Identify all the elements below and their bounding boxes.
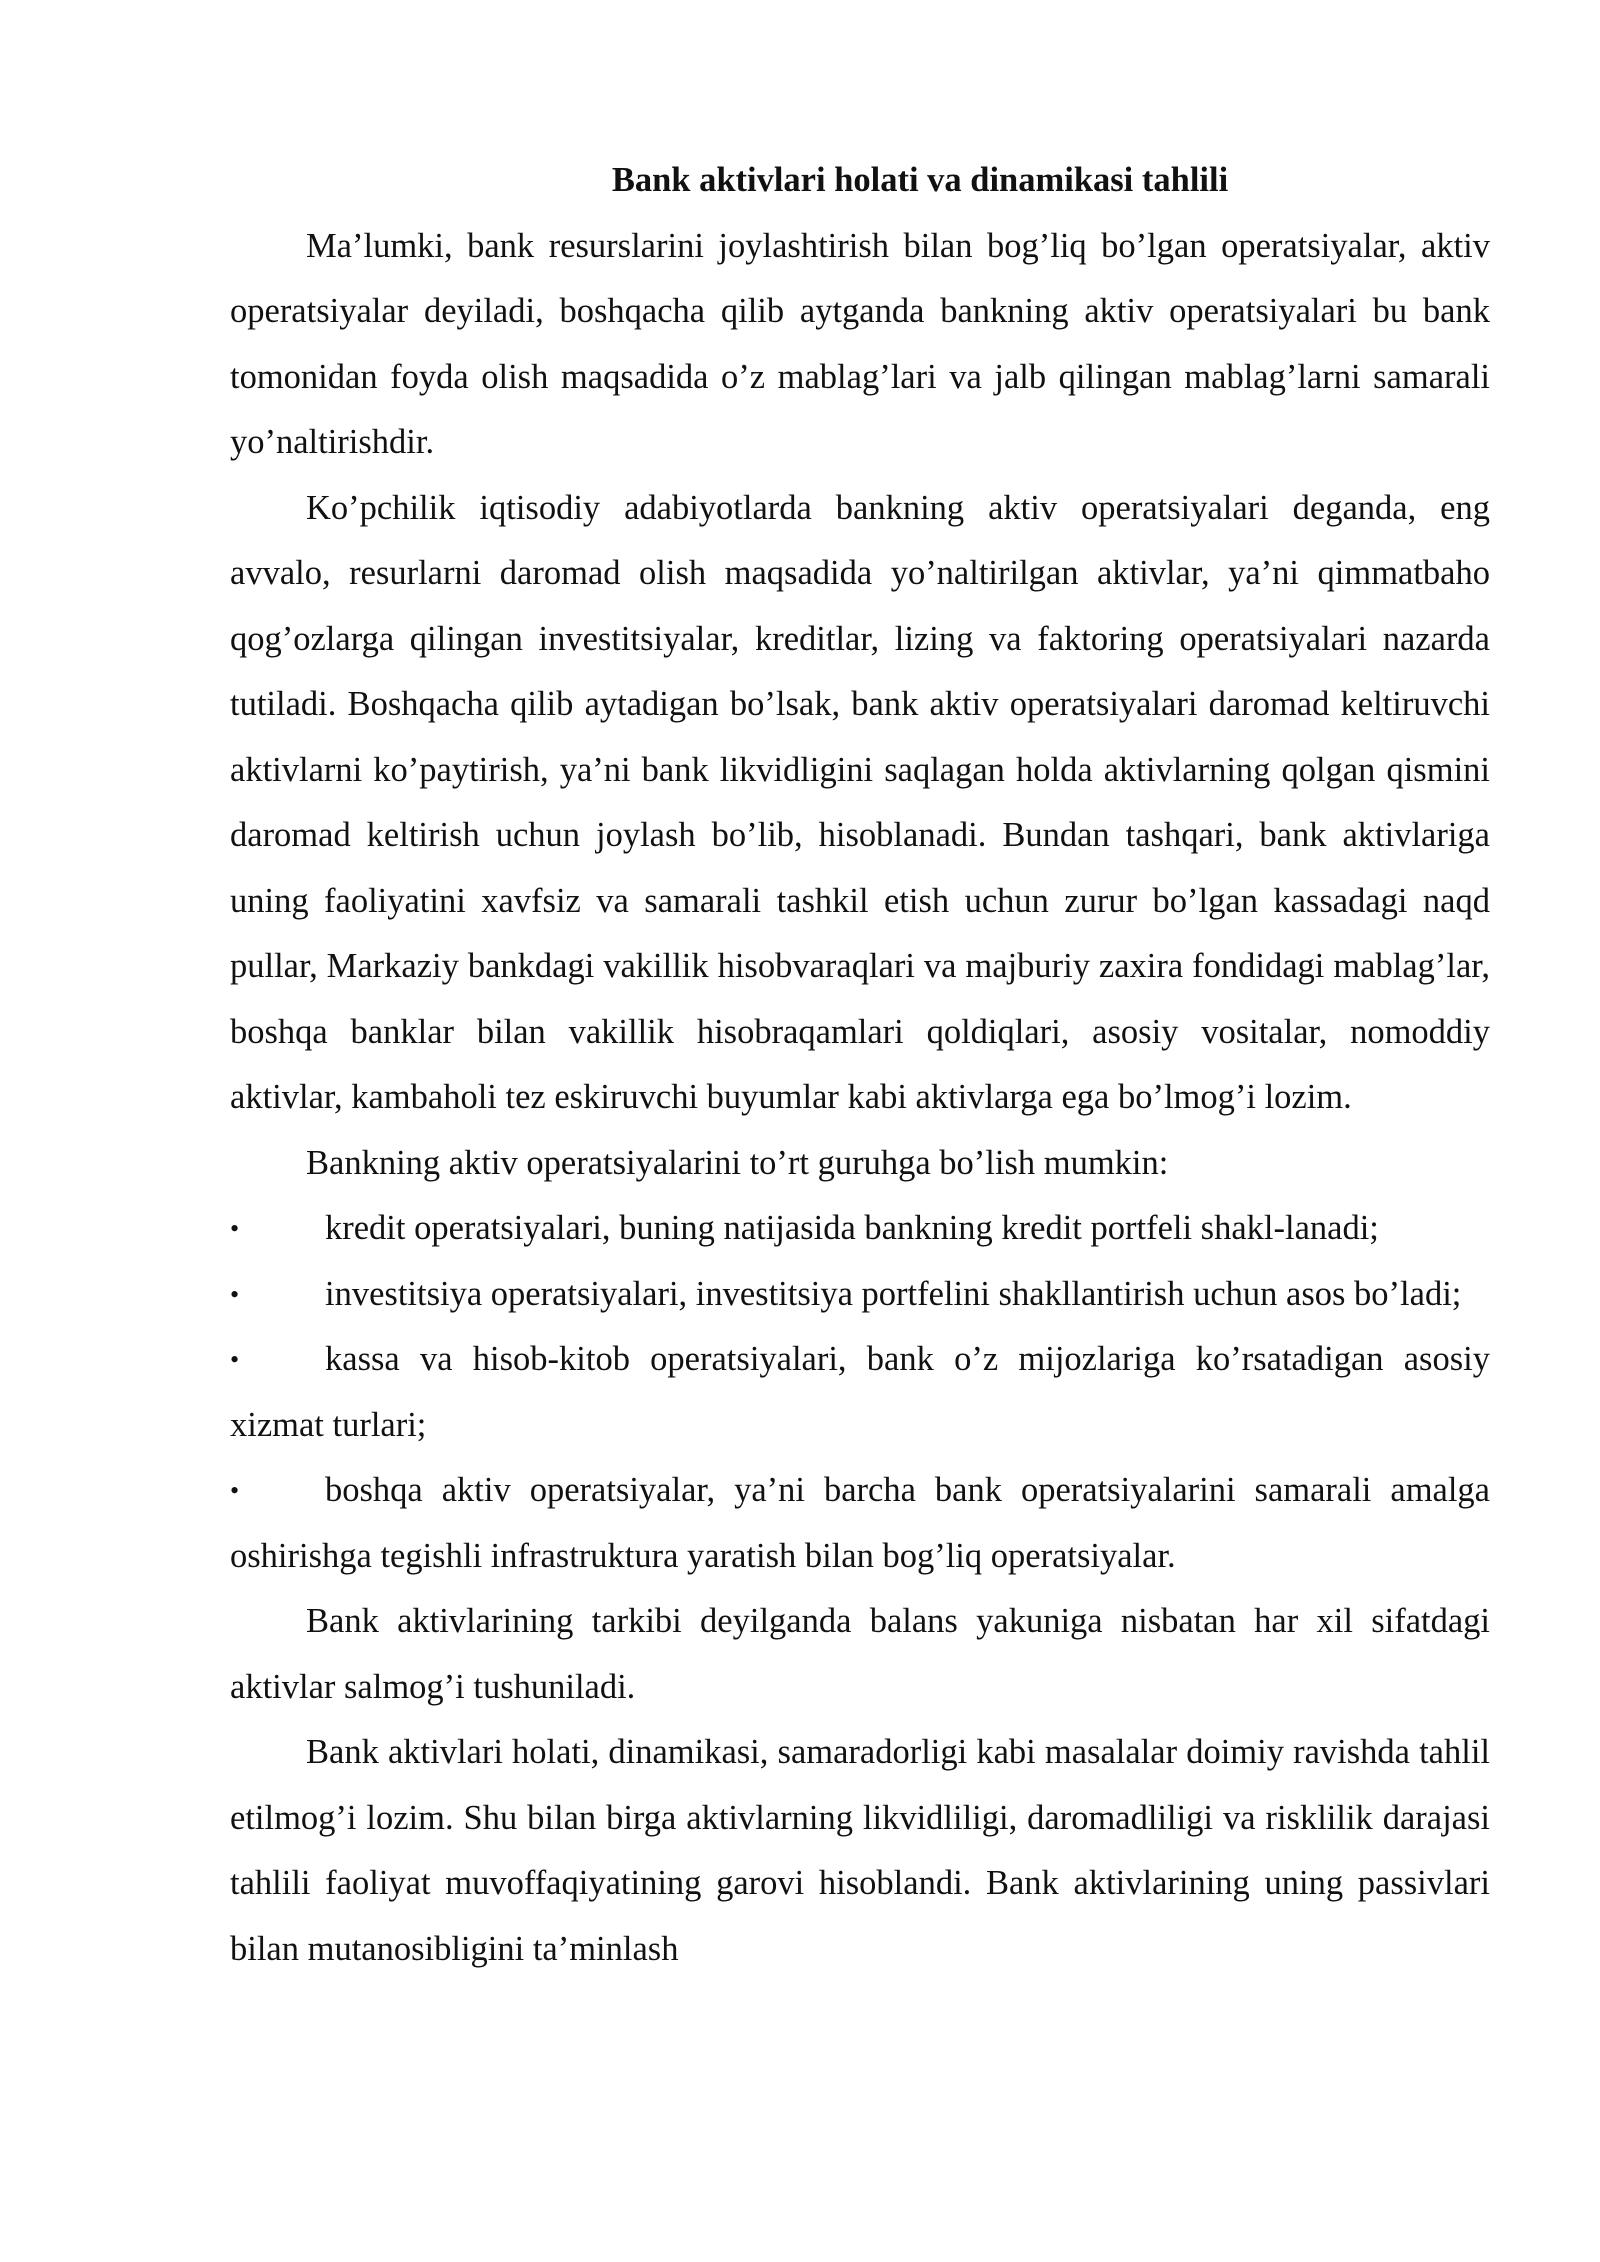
paragraph-literature: Ko’pchilik iqtisodiy adabiyotlarda bankning aktiv operatsiyalari deganda, eng avvalo, resurlarni daromad olish maqsadida yo’naltirilgan aktivlar, ya’ni qimmatbaho qog’ozlarga qilingan investitsiyalar, kreditlar, lizing va faktoring operatsiyalari nazarda tutiladi. Boshqacha qilib aytadigan bo’lsak, bank aktiv operatsiyalari daromad keltiruvchi aktivlarni ko’paytirish, ya’ni bank likvidligini saqlagan holda aktivlarning qolgan qismini daromad keltirish uchun joylash bo’lib, hisoblanadi. Bundan tashqari, bank aktivlariga uning faoliyatini xavfsiz va samarali tashkil etish uchun zurur bo’lgan kassadagi naqd pullar, Markaziy bankdagi vakillik hisobvaraqlari va majburiy zaxira fondidagi mablag’lar, boshqa banklar bilan vakillik hisobraqamlari qoldiqlari, asosiy vositalar, nomoddiy aktivlar, kambaholi tez eskiruvchi buyumlar kabi aktivlarga ega bo’lmog’i lozim. (230, 488, 1490, 1116)
bullet-text: boshqa aktiv operatsiyalar, ya’ni barcha bank operatsiyalarini samarali amalga oshirishga tegishli infrastruktura yaratish bilan bog’liq operatsiyalar. (230, 1471, 1490, 1575)
bullet-icon: • (230, 1345, 240, 1374)
bullet-text: kredit operatsiyalari, buning natijasida bankning kredit portfeli shakl-lanadi; (325, 1209, 1379, 1247)
bullet-item-investment (230, 1262, 1490, 1328)
bullet-text: investitsiya operatsiyalari, investitsiya portfelini shakllantirish uchun asos bo’ladi; (325, 1274, 1462, 1313)
bullet-icon: • (230, 1214, 240, 1243)
bullet-item-credit (230, 1196, 1490, 1262)
bullet-item-cash (230, 1327, 1490, 1458)
bullet-icon: • (230, 1476, 240, 1505)
bullet-text: kassa va hisob-kitob operatsiyalari, bank o’z mijozlariga ko’rsatadigan asosiy xizmat turlari; (230, 1340, 1490, 1444)
document-page (230, 148, 1490, 1982)
bullet-item-other (230, 1458, 1490, 1589)
document-title: Bank aktivlari holati va dinamikasi tahlili (611, 161, 1229, 199)
bullet-icon: • (230, 1279, 240, 1309)
paragraph-intro: Ma’lumki, bank resurslarini joylashtirish bilan bog’liq bo’lgan operatsiyalar, aktiv operatsiyalar deyiladi, boshqacha qilib aytganda bankning aktiv operatsiyalari bu bank tomonidan foyda olish maqsadida o’z mablag’lari va jalb qilingan mablag’larni samarali yo’naltirishdir. (230, 226, 1490, 461)
paragraph-analysis: Bank aktivlari holati, dinamikasi, samaradorligi kabi masalalar doimiy ravishda tahlil etilmog’i lozim. Shu bilan birga aktivlarning likvidliligi, daromadliligi va risklilik darajasi tahlili faoliyat muvoffaqiyatining garovi hisoblandi. Bank aktivlarining uning passivlari bilan mutanosibligini ta’minlash (230, 1733, 1490, 1968)
paragraph-groups-lead: Bankning aktiv operatsiyalarini to’rt guruhga bo’lish mumkin: (306, 1143, 1169, 1182)
paragraph-structure: Bank aktivlarining tarkibi deyilganda balans yakuniga nisbatan har xil sifatdagi aktivlar salmog’i tushuniladi. (230, 1602, 1490, 1706)
